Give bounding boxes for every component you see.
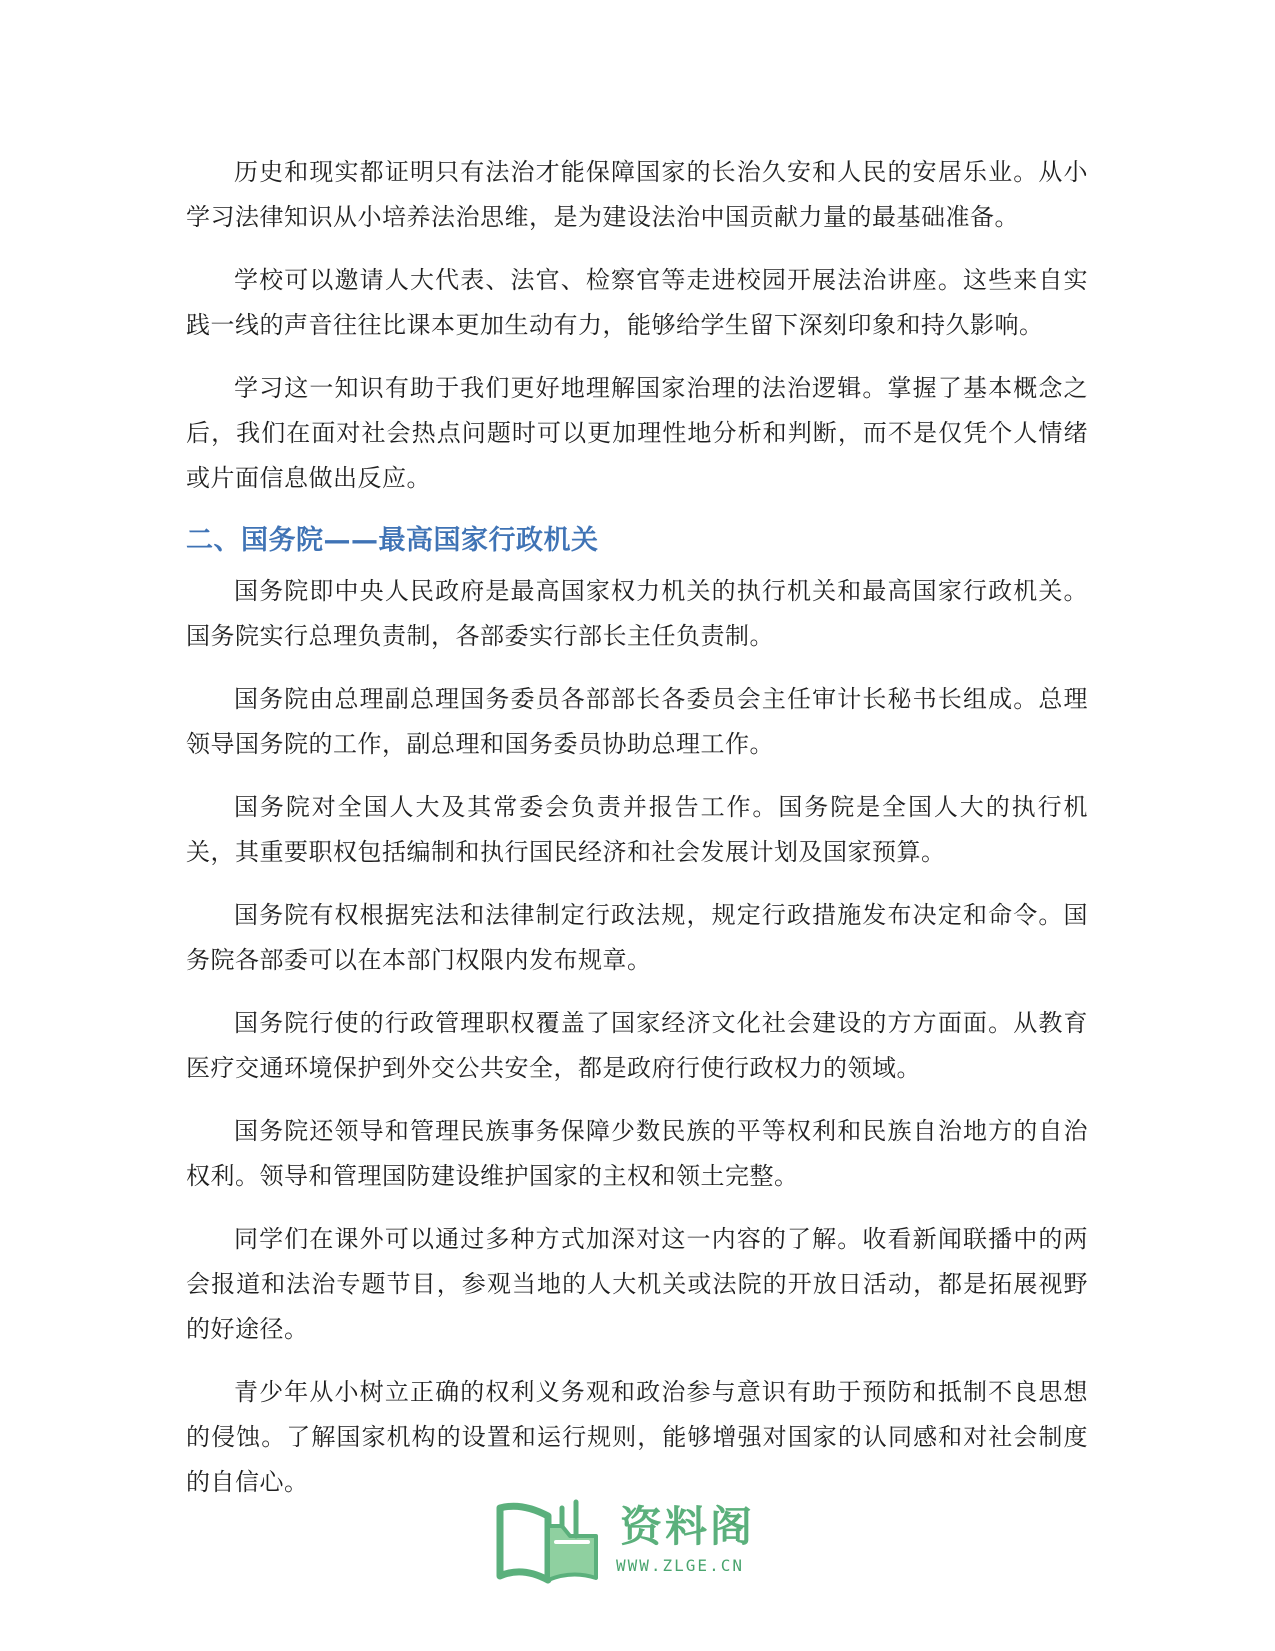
- section-heading: 二、国务院——最高国家行政机关: [186, 525, 599, 556]
- body-paragraph: 国务院还领导和管理民族事务保障少数民族的平等权利和民族自治地方的自治权利。领导和管理国防建设维护国家的主权和领土完整。: [186, 1117, 1088, 1190]
- body-paragraph: 历史和现实都证明只有法治才能保障国家的长治久安和人民的安居乐业。从小学习法律知识从小培养法治思维，是为建设法治中国贡献力量的最基础准备。: [186, 158, 1088, 231]
- body-paragraph: 国务院即中央人民政府是最高国家权力机关的执行机关和最高国家行政机关。国务院实行总理负责制，各部委实行部长主任负责制。: [186, 577, 1088, 650]
- body-paragraph: 国务院行使的行政管理职权覆盖了国家经济文化社会建设的方方面面。从教育医疗交通环境保护到外交公共安全，都是政府行使行政权力的领域。: [186, 1009, 1088, 1082]
- body-paragraph: 青少年从小树立正确的权利义务观和政治参与意识有助于预防和抵制不良思想的侵蚀。了解国家机构的设置和运行规则，能够增强对国家的认同感和对社会制度的自信心。: [186, 1378, 1088, 1496]
- body-paragraph: 同学们在课外可以通过多种方式加深对这一内容的了解。收看新闻联播中的两会报道和法治专题节目，参观当地的人大机关或法院的开放日活动，都是拓展视野的好途径。: [186, 1225, 1088, 1343]
- body-paragraph: 国务院由总理副总理国务委员各部部长各委员会主任审计长秘书长组成。总理领导国务院的工作，副总理和国务委员协助总理工作。: [186, 685, 1088, 758]
- watermark-url-text: WWW.ZLGE.CN: [616, 1556, 744, 1575]
- body-paragraph: 学习这一知识有助于我们更好地理解国家治理的法治逻辑。掌握了基本概念之后，我们在面对社会热点问题时可以更加理性地分析和判断，而不是仅凭个人情绪或片面信息做出反应。: [186, 374, 1088, 492]
- body-paragraph: 国务院有权根据宪法和法律制定行政法规，规定行政措施发布决定和命令。国务院各部委可以在本部门权限内发布规章。: [186, 901, 1088, 974]
- document-body: [186, 150, 1088, 1523]
- book-logo-icon: [492, 1496, 612, 1588]
- body-paragraph: 学校可以邀请人大代表、法官、检察官等走进校园开展法治讲座。这些来自实践一线的声音往往比课本更加生动有力，能够给学生留下深刻印象和持久影响。: [186, 266, 1088, 339]
- body-paragraph: 国务院对全国人大及其常委会负责并报告工作。国务院是全国人大的执行机关，其重要职权包括编制和执行国民经济和社会发展计划及国家预算。: [186, 793, 1088, 866]
- watermark-logo: [492, 1496, 792, 1588]
- watermark-brand-text: 资料阁: [620, 1502, 756, 1551]
